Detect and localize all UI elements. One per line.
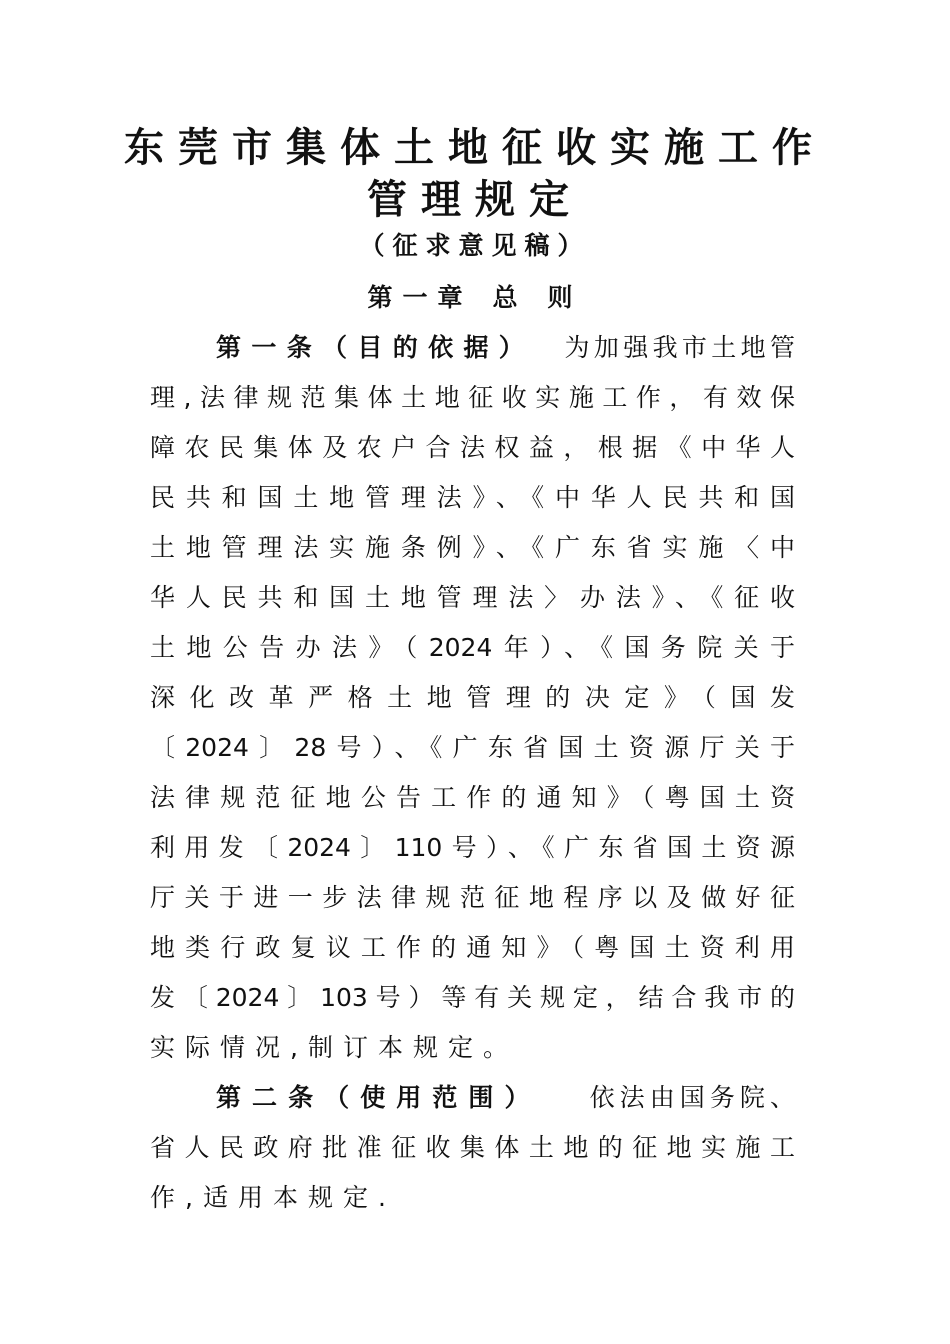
document-subtitle: （征求意见稿） <box>359 231 591 260</box>
chapter-number: 第一章 <box>367 283 473 312</box>
chapter-name-part2: 则 <box>547 283 583 312</box>
article1-text: 为加强我市土地管 <box>560 333 795 362</box>
article2-line: 作,适用本规定. <box>150 1183 396 1212</box>
article1-line: 障农民集体及农户合法权益，根据《中华人 <box>150 433 795 462</box>
article1-line: 利用发〔2024〕110号）、《广东省国土资源 <box>150 833 795 862</box>
article1-line: 发〔2024〕103号）等有关规定，结合我市的 <box>150 983 795 1012</box>
article1-line: 〔2024〕28号）、《广东省国土资源厅关于 <box>150 733 795 762</box>
article2-line: 省人民政府批准征收集体土地的征地实施工 <box>150 1133 795 1162</box>
article1-line: 实际情况,制订本规定。 <box>150 1033 518 1062</box>
article1-line: 土地管理法实施条例》、《广东省实施〈中 <box>150 533 795 562</box>
article1-line: 民共和国土地管理法》、《中华人民共和国 <box>150 483 795 512</box>
article1-line: 法律规范征地公告工作的通知》（粤国土资 <box>150 783 795 812</box>
document-title-line2: 管理规定 <box>367 176 583 223</box>
article1-line: 深化改革严格土地管理的决定》（国发 <box>150 683 795 712</box>
article1-line: 理,法律规范集体土地征收实施工作，有效保 <box>150 383 795 412</box>
document-title-line1: 东莞市集体土地征收实施工作 <box>124 124 826 171</box>
article2-line <box>216 1080 795 1116</box>
article2-text: 依法由国务院、 <box>584 1083 795 1112</box>
article1-line: 华人民共和国土地管理法〉办法》、《征收 <box>150 583 795 612</box>
article1-line: 厅关于进一步法律规范征地程序以及做好征 <box>150 883 795 912</box>
article1-line: 土地公告办法》（2024年）、《国务院关于 <box>150 633 795 662</box>
article2-heading: 第二条（使用范围） <box>216 1083 541 1112</box>
article1-line <box>216 330 795 366</box>
chapter-name-part1: 总 <box>492 283 528 312</box>
article1-heading: 第一条（目的依据） <box>216 333 535 362</box>
article1-line: 地类行政复议工作的通知》（粤国土资利用 <box>150 933 795 962</box>
chapter-heading <box>0 280 950 316</box>
